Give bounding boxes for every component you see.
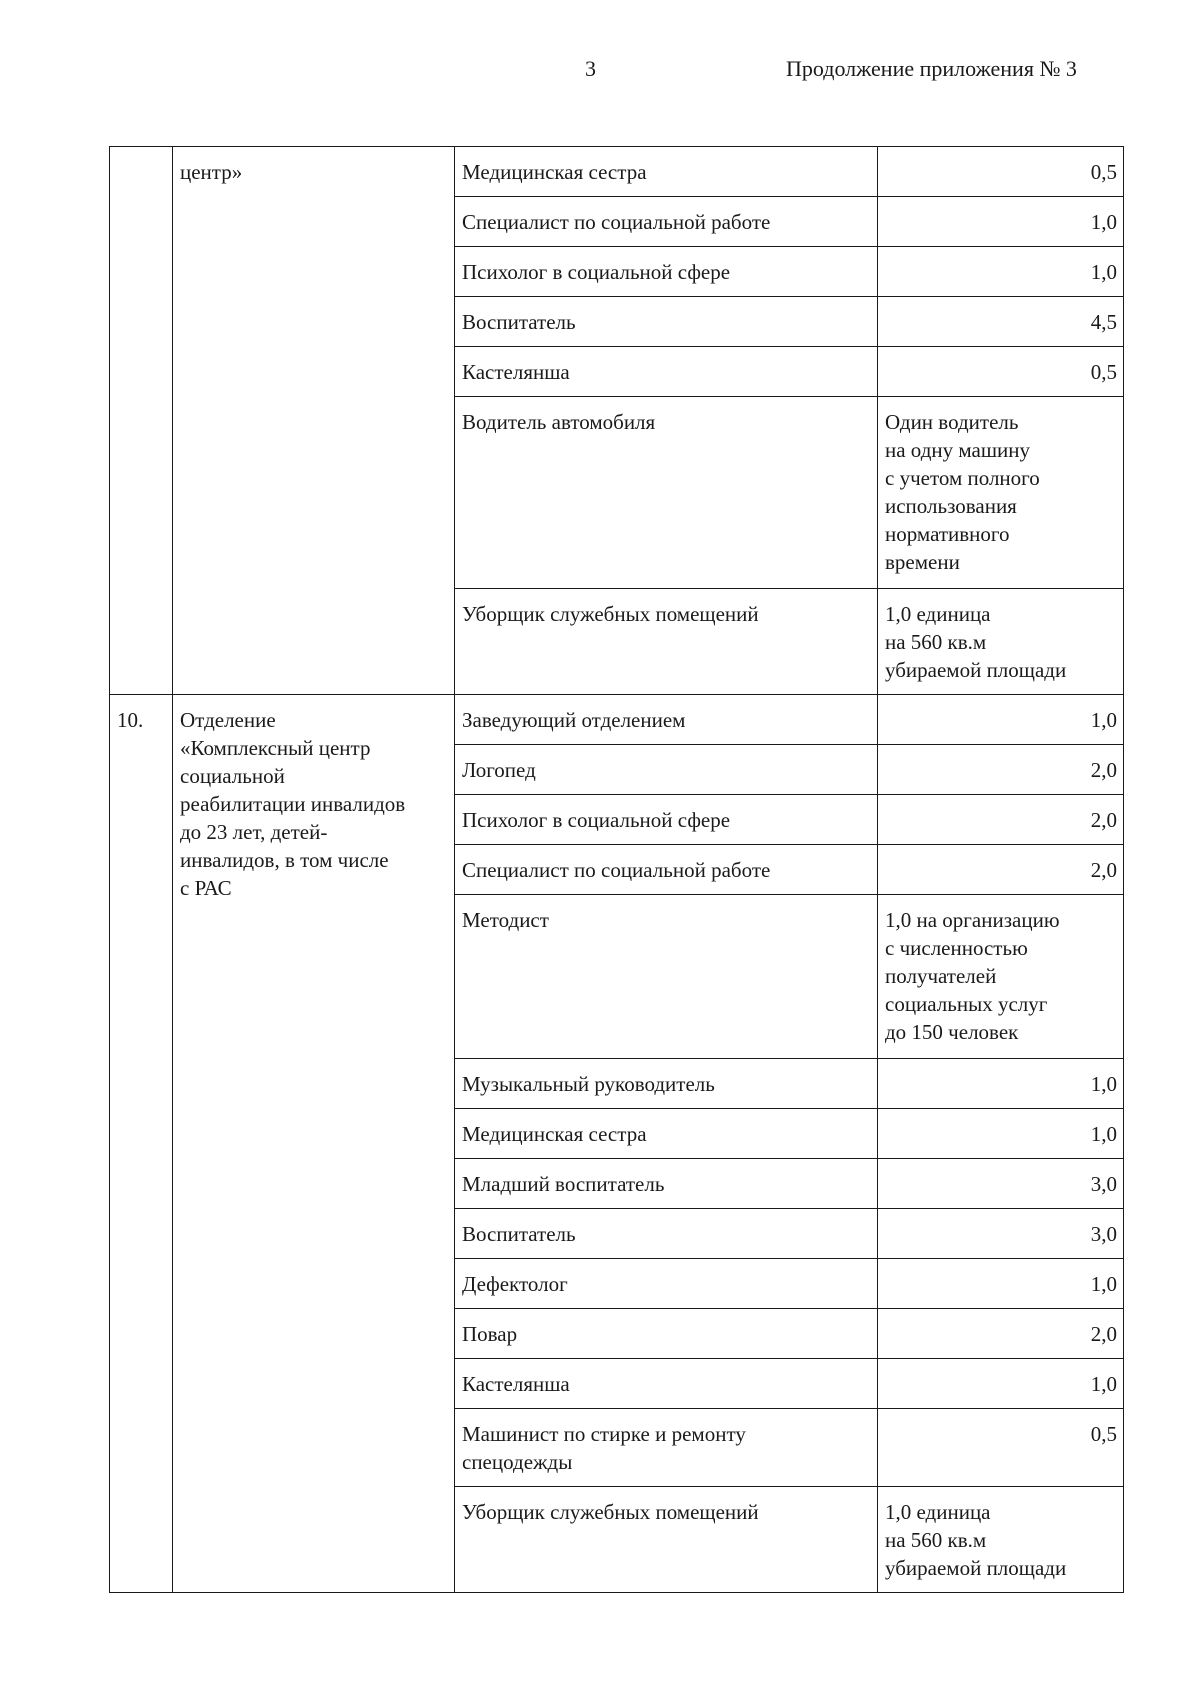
staff-norm-cell: 1,0 xyxy=(878,197,1124,247)
position-cell: Младший воспитатель xyxy=(455,1159,878,1209)
staff-norm-cell: 1,0 единица на 560 кв.м убираемой площади xyxy=(878,589,1124,695)
staff-norm-cell: 0,5 xyxy=(878,1409,1124,1487)
position-cell: Воспитатель xyxy=(455,297,878,347)
position-cell: Медицинская сестра xyxy=(455,1109,878,1159)
unit-name-cell xyxy=(173,147,455,695)
position-cell: Музыкальный руководитель xyxy=(455,1059,878,1109)
table-row xyxy=(110,147,1124,197)
staff-norm-cell: 3,0 xyxy=(878,1159,1124,1209)
position-cell: Специалист по социальной работе xyxy=(455,197,878,247)
staff-norm-cell: 1,0 xyxy=(878,1359,1124,1409)
row-number-cell: 10. xyxy=(110,695,173,1593)
position-cell: Кастелянша xyxy=(455,347,878,397)
staff-norm-cell: 3,0 xyxy=(878,1209,1124,1259)
staff-norm-cell: 0,5 xyxy=(878,147,1124,197)
staff-norm-cell: 1,0 xyxy=(878,1059,1124,1109)
page-number: 3 xyxy=(585,56,596,81)
unit-name-line: инвалидов, в том числе xyxy=(180,848,389,872)
appendix-continuation-label: Продолжение приложения № 3 xyxy=(786,56,1077,81)
staff-norm-cell: 1,0 xyxy=(878,1109,1124,1159)
unit-name-line: центр» xyxy=(180,160,243,184)
staff-norm-cell: 2,0 xyxy=(878,845,1124,895)
position-cell: Логопед xyxy=(455,745,878,795)
staff-norm-cell: 1,0 xyxy=(878,247,1124,297)
position-cell: Заведующий отделением xyxy=(455,695,878,745)
staff-norm-cell: 0,5 xyxy=(878,347,1124,397)
position-cell: Психолог в социальной сфере xyxy=(455,247,878,297)
position-cell: Психолог в социальной сфере xyxy=(455,795,878,845)
position-cell: Повар xyxy=(455,1309,878,1359)
position-cell: Медицинская сестра xyxy=(455,147,878,197)
position-cell: Уборщик служебных помещений xyxy=(455,589,878,695)
unit-name-line: социальной xyxy=(180,764,285,788)
unit-name-line: Отделение xyxy=(180,708,276,732)
position-cell: Кастелянша xyxy=(455,1359,878,1409)
position-cell: Специалист по социальной работе xyxy=(455,845,878,895)
staff-norm-cell: 1,0 xyxy=(878,695,1124,745)
table-row xyxy=(110,695,1124,745)
unit-name-cell xyxy=(173,695,455,1593)
staff-norm-cell: 2,0 xyxy=(878,745,1124,795)
row-number-cell xyxy=(110,147,173,695)
unit-name-line: с РАС xyxy=(180,876,232,900)
position-cell: Воспитатель xyxy=(455,1209,878,1259)
position-cell: Машинист по стирке и ремонту спецодежды xyxy=(455,1409,878,1487)
unit-name-line: «Комплексный центр xyxy=(180,736,371,760)
staff-norm-cell: 4,5 xyxy=(878,297,1124,347)
staff-norm-cell: 1,0 xyxy=(878,1259,1124,1309)
staff-norm-cell: 2,0 xyxy=(878,1309,1124,1359)
position-cell: Уборщик служебных помещений xyxy=(455,1487,878,1593)
staff-norm-cell: Один водитель на одну машину с учетом полного использования нормативного времени xyxy=(878,397,1124,589)
staffing-norms-table xyxy=(109,146,1124,1593)
unit-name-line: до 23 лет, детей- xyxy=(180,820,328,844)
unit-name-line: реабилитации инвалидов xyxy=(180,792,406,816)
staff-norm-cell: 2,0 xyxy=(878,795,1124,845)
table-body xyxy=(110,147,1124,1593)
position-cell: Дефектолог xyxy=(455,1259,878,1309)
position-cell: Методист xyxy=(455,895,878,1059)
staff-norm-cell: 1,0 на организацию с численностью получателей социальных услуг до 150 человек xyxy=(878,895,1124,1059)
staff-norm-cell: 1,0 единица на 560 кв.м убираемой площади xyxy=(878,1487,1124,1593)
position-cell: Водитель автомобиля xyxy=(455,397,878,589)
